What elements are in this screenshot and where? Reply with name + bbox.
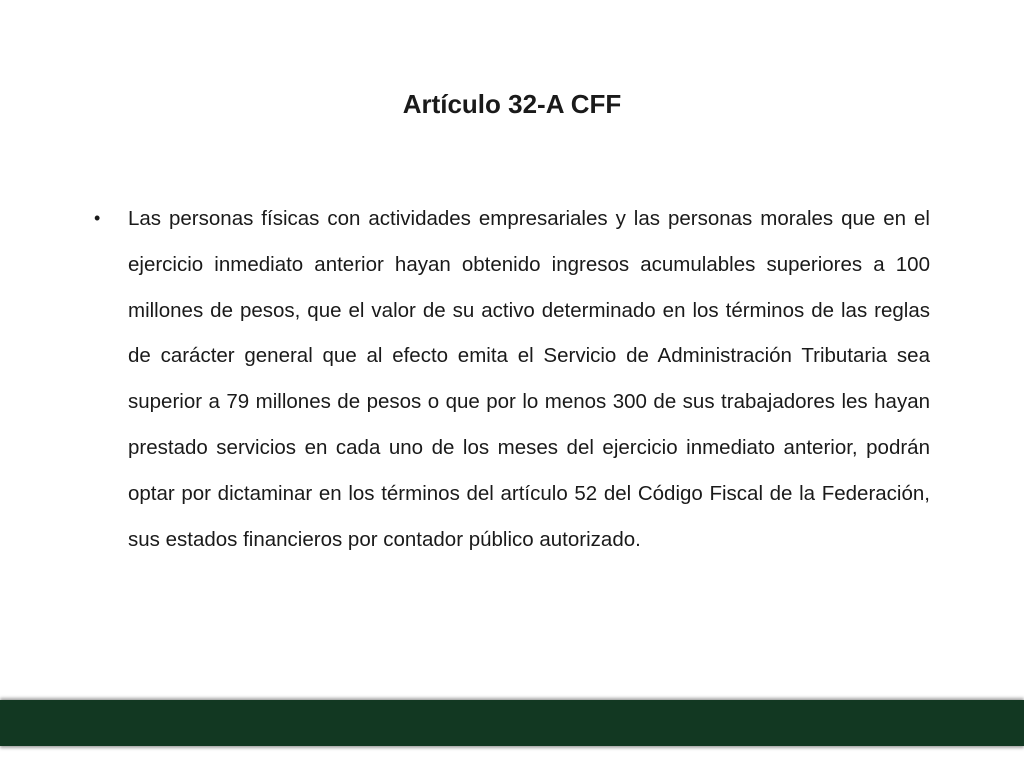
footer-bar [0,700,1024,746]
bullet-text: Las personas físicas con actividades empresariales y las personas morales que en el ejercicio inmediato anterior hayan obtenido ingresos acumulables superiores a 100 millones de pesos, que el valor de su activo determinado en los términos de las reglas de carácter general que al efecto emita el Servicio de Administración Tributaria sea superior a 79 millones de pesos o que por lo menos 300 de sus trabajadores les hayan prestado servicios en cada uno de los meses del ejercicio inmediato anterior, podrán optar por dictaminar en los términos del artículo 52 del Código Fiscal de la Federación, sus estados financieros por contador público autorizado. [128,207,930,551]
bullet-marker: • [94,208,101,228]
bullet-list [88,196,930,562]
slide-title: Artículo 32-A CFF [402,89,622,119]
bullet-item [88,196,930,562]
